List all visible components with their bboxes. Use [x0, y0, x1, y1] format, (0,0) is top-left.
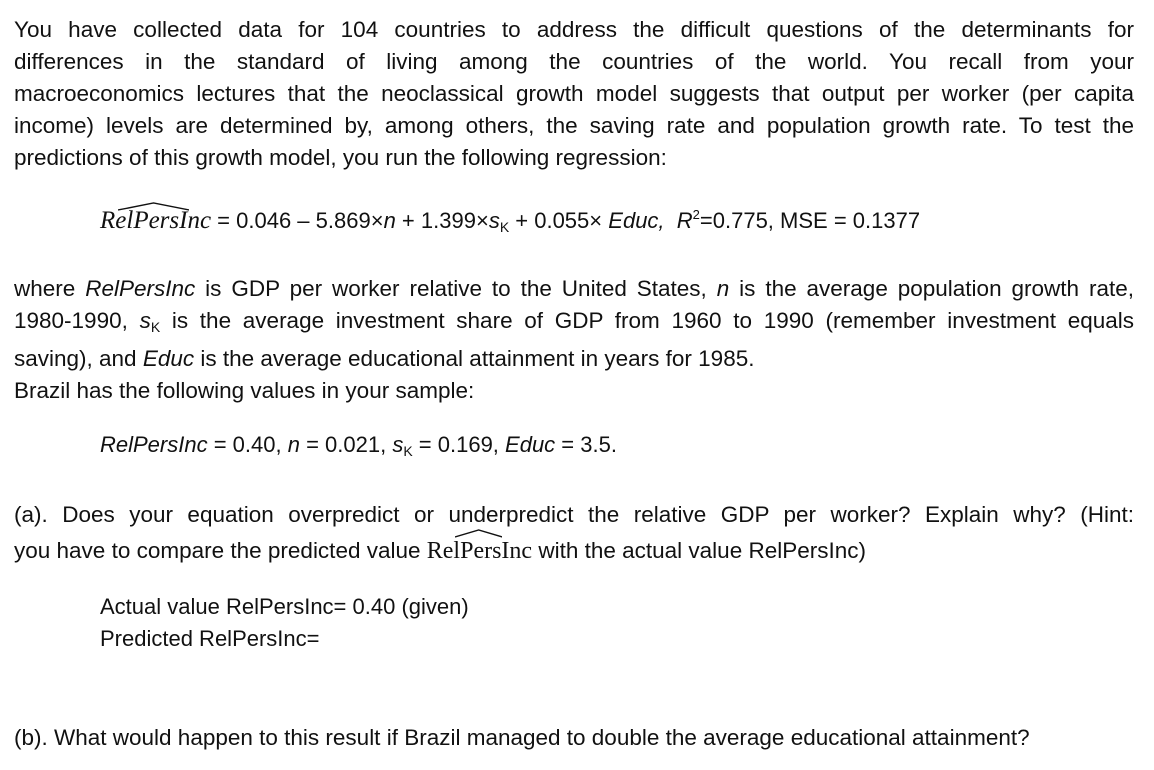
question-b	[14, 722, 1134, 754]
intro-line: You have collected data for 104 countries to address the difficult questions of the determinants for	[14, 17, 1134, 42]
predicted-hat-variable: RelPersInc	[427, 533, 532, 569]
times-sign: ×	[589, 208, 603, 233]
brazil-intro-line: Brazil has the following values in your sample:	[14, 378, 475, 403]
definitions-paragraph	[14, 273, 1134, 407]
hat-accent	[455, 529, 502, 538]
times-sign: ×	[475, 208, 489, 233]
lhs-hat-variable	[100, 207, 211, 235]
eq-plus-1: + 1.399	[395, 208, 476, 233]
eq-educ: Educ,	[608, 208, 665, 233]
predicted-value-line: Predicted RelPersInc=	[100, 626, 320, 651]
eq-plus-2: + 0.055	[509, 208, 590, 233]
question-a-line: (a). Does your equation overpredict or underpredict the relative GDP per worker? Explain why? (Hint:	[14, 502, 1134, 527]
intro-line: differences in the standard of living among the countries of the world. You recall from your	[14, 49, 1134, 74]
intro-paragraph	[14, 14, 1134, 174]
eq-r2-value: =0.775, MSE = 0.1377	[699, 208, 921, 233]
definition-line: where RelPersInc is GDP per worker relative to the United States, n is the average population growth rate,	[14, 276, 1134, 301]
lhs-variable: RelPersInc	[100, 207, 212, 234]
intro-line: income) levels are determined by, among others, the saving rate and population growth rate. To test the	[14, 113, 1134, 138]
hat-accent	[118, 202, 189, 211]
regression-equation	[100, 207, 920, 235]
brazil-values: RelPersInc = 0.40, n = 0.021, $s_K = 0.169$, Educ = 3.5.	[100, 432, 617, 459]
eq-r2: R	[676, 208, 693, 233]
intro-line: macroeconomics lectures that the neoclassical growth model suggests that output per worker (per capita	[14, 81, 1134, 106]
definition-line: saving), and Educ is the average educational attainment in years for 1985.	[14, 346, 755, 371]
question-a-line: you have to compare the predicted value RelPersInc with the actual value RelPersInc)	[14, 533, 1134, 569]
intro-line: predictions of this growth model, you run the following regression:	[14, 145, 667, 170]
eq-r2-superscript: 2	[692, 207, 700, 222]
eq-sk-subscript: K	[499, 219, 510, 235]
actual-value-line: Actual value RelPersInc= 0.40 (given)	[100, 594, 469, 619]
question-a	[14, 497, 1134, 569]
eq-n: n	[383, 208, 396, 233]
definition-line: 1980-1990, $s_K$ is the average investment share of GDP from 1960 to 1990 (remember investment equals	[14, 308, 1134, 335]
times-sign: ×	[370, 208, 384, 233]
eq-constant: = 0.046 – 5.869	[211, 208, 371, 233]
question-b-line: (b). What would happen to this result if Brazil managed to double the average educational attainment?	[14, 725, 1030, 750]
eq-sk: s	[488, 208, 500, 233]
